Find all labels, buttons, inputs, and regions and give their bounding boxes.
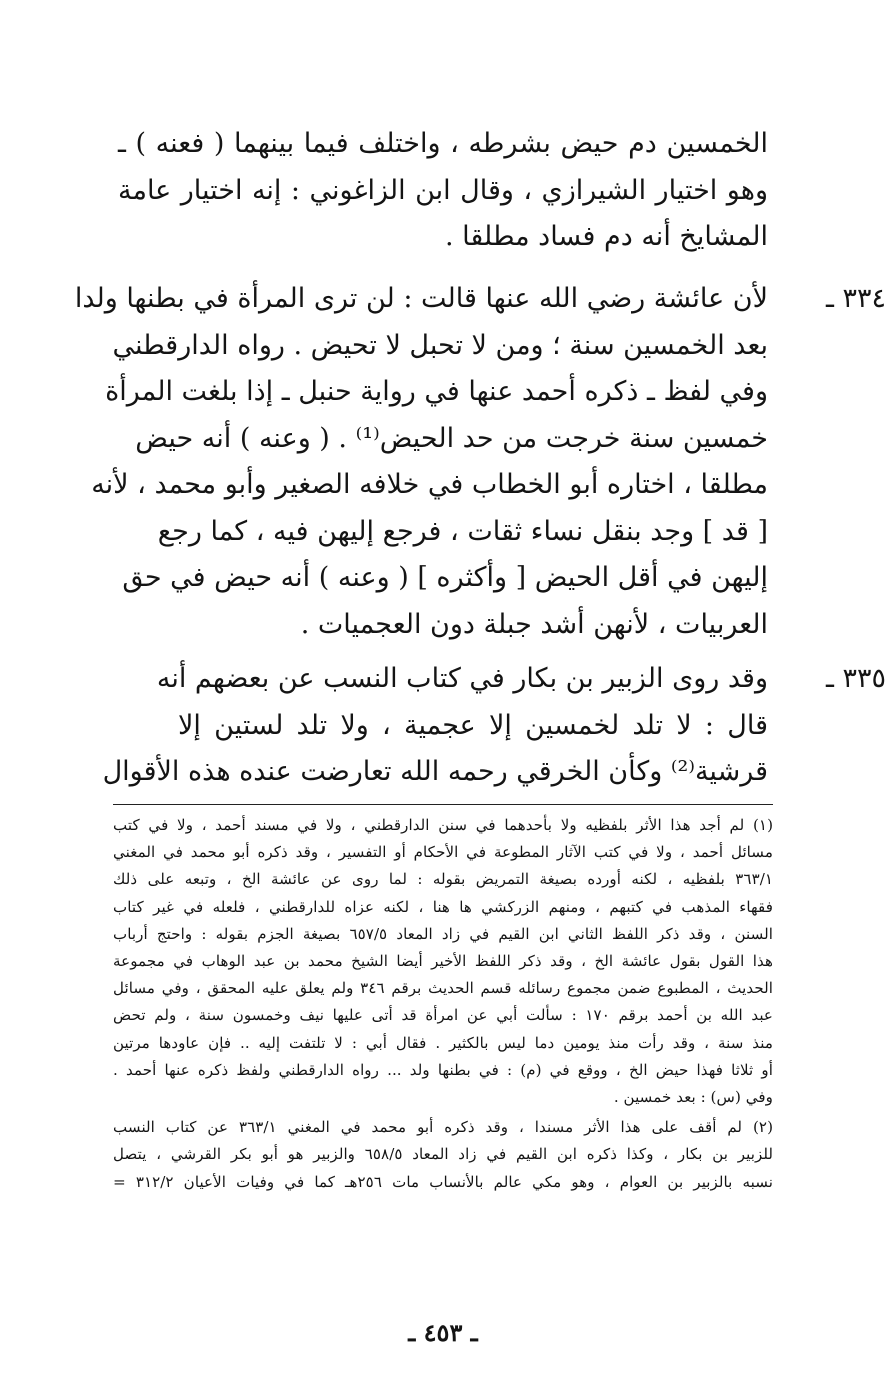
text-line: بعد الخمسين سنة ؛ ومن لا تحبل لا تحيض . رواه الدارقطني [112, 329, 768, 361]
footnote-line: هذا القول بقول عائشة الخ ، وقد ذكر اللفظ الأخير أيضا الشيخ محمد بن عبد الوهاب في مجموعة [113, 952, 773, 971]
footnote-separator [113, 804, 773, 805]
footnote-line: ٣٦٣/١ بلفظيه ، لكنه أورده بصيغة التمريض بقوله : لما روى عن عائشة الخ ، وتبعه على ذلك [113, 870, 773, 889]
paragraph-number: ٣٣٥ ـ [825, 663, 886, 694]
footnote-line: نسبه بالزبير بن العوام ، وهو مكي عالم بالأنساب مات ٢٥٦هـ كما في وفيات الأعيان ٣١٢/٢ = [113, 1172, 773, 1191]
text-line: إليهن في أقل الحيض [ وأكثره ] ( وعنه ) أنه حيض في حق [122, 562, 768, 593]
paragraph-number: ٣٣٤ ـ [825, 283, 886, 314]
footnotes [113, 812, 773, 1196]
page-number: ـ ٤٥٣ ـ [408, 1318, 478, 1347]
text-line: وهو اختيار الشيرازي ، وقال ابن الزاغوني : إنه اختيار عامة [118, 174, 768, 206]
footnote-line: منذ سنة ، وقد رأت منذ يومين دما ليس بالكثير . فقال أبي : لا تلتفت إليه .. فإن عاودها مرتين [113, 1033, 773, 1052]
text-line: قرشية⁽²⁾ وكأن الخرقي رحمه الله تعارضت عنده هذه الأقوال [102, 756, 768, 787]
footnote-line: (١) لم أجد هذا الأثر بلفظيه ولا بأحدهما في سنن الدارقطني ، ولا في مسند أحمد ، ولا في كتب [113, 816, 773, 834]
intro-paragraph [118, 121, 768, 261]
footnote-line: السنن ، وقد ذكر اللفظ الثاني ابن القيم في زاد المعاد ٦٥٧/٥ بصيغة الجزم بقوله : واحتج أرباب [113, 924, 773, 943]
footnote-line: فقهاء المذهب في كتبهم ، ومنهم الزركشي ها هنا ، لكنه عزاه للدارقطني ، فلعله في غير كتاب [113, 897, 773, 916]
footnote-1 [113, 812, 773, 1111]
paragraph-335 [102, 656, 886, 796]
paragraph-334 [74, 276, 886, 648]
text-line: وقد روى الزبير بن بكار في كتاب النسب عن بعضهم أنه [156, 663, 768, 694]
text-line: لأن عائشة رضي الله عنها قالت : لن ترى المرأة في بطنها ولدا [74, 283, 768, 314]
text-line: المشايخ أنه دم فساد مطلقا . [445, 221, 768, 252]
text-line: خمسين سنة خرجت من حد الحيض⁽¹⁾ . ( وعنه ) أنه حيض [135, 422, 768, 454]
footnote-line: أو ثلاثا فهذا حيض الخ ، ووقع في (م) : في بطنها ولد ... رواه الدارقطني ولفظ ذكره عنها أحمد . [113, 1060, 773, 1079]
text-line: مطلقا ، اختاره أبو الخطاب في خلافه الصغير وأبو محمد ، لأنه [91, 469, 768, 500]
footnote-line: مسائل أحمد ، ولا في كتب الآثار المطوعة في الأحكام أو التفسير ، وقد ذكره أبو محمد في المغني [113, 843, 773, 862]
footnote-line: وفي (س) : بعد خمسين . [613, 1088, 773, 1107]
footnote-line: (٢) لم أقف على هذا الأثر مسندا ، وقد ذكره أبو محمد في المغني ٣٦٣/١ عن كتاب النسب [113, 1118, 773, 1137]
footnote-line: للزبير بن بكار ، وكذا ذكره ابن القيم في زاد المعاد ٦٥٨/٥ والزبير هو أبو بكر القرشي ، يتصل [113, 1145, 773, 1164]
footnote-line: الحديث ، المطبوع ضمن مجموع رسائله قسم الحديث برقم ٣٤٦ ولم يعلق عليه المحقق ، وفي مسائل [113, 979, 773, 998]
text-line: [ قد ] وجد بنقل نساء ثقات ، فرجع إليهن فيه ، كما رجع [157, 515, 768, 547]
text-line: وفي لفظ ـ ذكره أحمد عنها في رواية حنبل ـ إذا بلغت المرأة [105, 376, 768, 407]
text-line: الخمسين دم حيض بشرطه ، واختلف فيما بينهما ( فعنه ) ـ [118, 128, 768, 159]
text-line: العربيات ، لأنهن أشد جبلة دون العجميات . [300, 608, 768, 640]
footnote-line: عبد الله بن أحمد برقم ١٧٠ : سألت أبي عن امرأة قد أتى عليها نيف وخمسون سنة ، ولم تحض [113, 1006, 773, 1025]
footnote-2 [113, 1114, 773, 1196]
text-line: قال : لا تلد لخمسين إلا عجمية ، ولا تلد لستين إلا [178, 709, 768, 741]
